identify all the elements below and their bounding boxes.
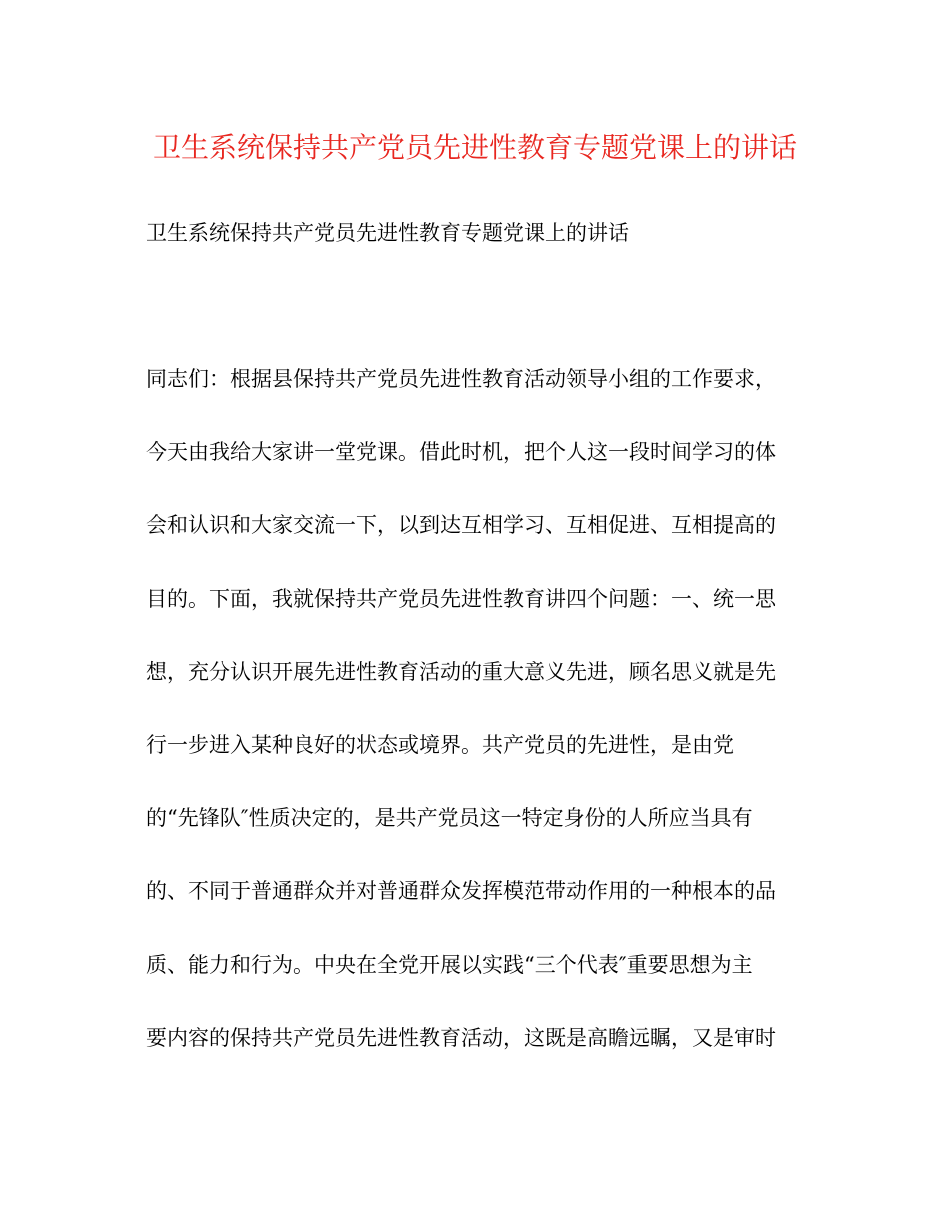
document-body <box>146 364 806 1096</box>
body-line: 想，充分认识开展先进性教育活动的重大意义先进，顾名思义就是先 <box>146 659 776 684</box>
body-line: 质、能力和行为。中央在全党开展以实践“三个代表″重要思想为主 <box>146 952 753 977</box>
body-line: 同志们：根据县保持共产党员先进性教育活动领导小组的工作要求， <box>146 367 776 391</box>
body-line: 行一步进入某种良好的状态或境界。共产党员的先进性，是由党 <box>146 732 734 757</box>
document-title: 卫生系统保持共产党员先进性教育专题党课上的讲话 <box>152 131 797 164</box>
document-subtitle: 卫生系统保持共产党员先进性教育专题党课上的讲话 <box>146 221 629 245</box>
body-line: 的、不同于普通群众并对普通群众发挥模范带动作用的一种根本的品 <box>146 879 776 904</box>
body-line: 目的。下面，我就保持共产党员先进性教育讲四个问题：一、统一思 <box>146 586 776 611</box>
body-line: 要内容的保持共产党员先进性教育活动，这既是高瞻远瞩，又是审时 <box>146 1025 776 1050</box>
body-line: 会和认识和大家交流一下，以到达互相学习、互相促进、互相提高的 <box>146 513 776 538</box>
body-line: 今天由我给大家讲一堂党课。借此时机，把个人这一段时间学习的体 <box>146 440 776 465</box>
body-line: 的“先锋队″性质决定的，是共产党员这一特定身份的人所应当具有 <box>146 806 753 831</box>
